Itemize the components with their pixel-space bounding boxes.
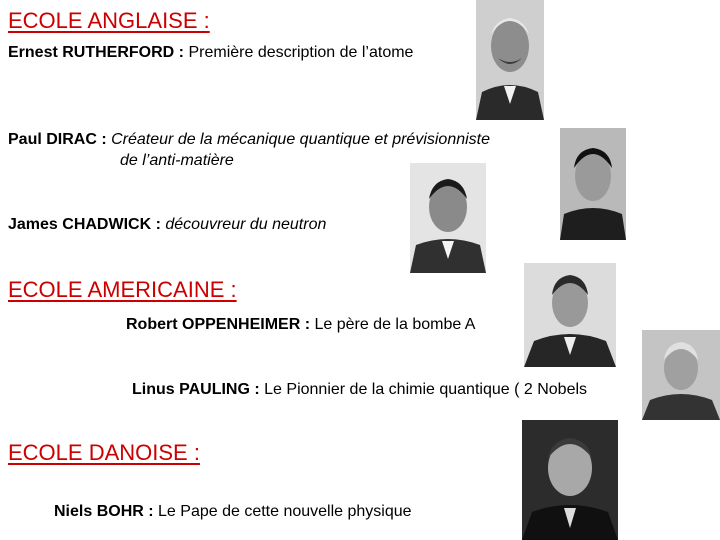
scientist-desc: Première description de l’atome: [184, 44, 414, 61]
scientist-name: James CHADWICK :: [8, 216, 161, 233]
scientist-line-bohr: [54, 502, 412, 522]
scientist-desc: Le Pionnier de la chimie quantique ( 2 Nobels: [259, 381, 588, 398]
portrait-dirac-image: [560, 128, 626, 240]
scientist-name: Ernest RUTHERFORD :: [8, 44, 185, 61]
scientist-desc: découvreur du neutron: [160, 216, 327, 233]
scientist-line-dirac: [8, 130, 490, 150]
scientist-name: Paul DIRAC :: [8, 131, 107, 148]
portrait-pauling-image: [642, 330, 720, 420]
portrait-bohr-image: [522, 420, 618, 540]
scientist-desc: Créateur de la mécanique quantique et prévisionniste: [106, 131, 491, 148]
scientist-desc: Le père de la bombe A: [310, 316, 476, 333]
scientist-line-chadwick: [8, 215, 326, 235]
section-title-anglaise: ECOLE ANGLAISE :: [8, 8, 210, 33]
portrait-rutherford-image: [476, 0, 544, 120]
portrait-oppenheimer-image: [524, 263, 616, 367]
section-title-americaine: ECOLE AMERICAINE :: [8, 277, 237, 302]
scientist-line-rutherford: [8, 43, 413, 63]
scientist-name: Robert OPPENHEIMER :: [126, 316, 311, 333]
scientist-desc-continued: de l’anti-matière: [120, 152, 234, 169]
section-title-danoise: ECOLE DANOISE :: [8, 440, 200, 465]
scientist-desc: Le Pape de cette nouvelle physique: [153, 503, 412, 520]
scientist-line-oppenheimer: [126, 315, 475, 335]
scientist-line-pauling: [132, 380, 587, 400]
scientist-name: Linus PAULING :: [132, 381, 260, 398]
scientist-name: Niels BOHR :: [54, 503, 154, 520]
portrait-chadwick-image: [410, 163, 486, 273]
